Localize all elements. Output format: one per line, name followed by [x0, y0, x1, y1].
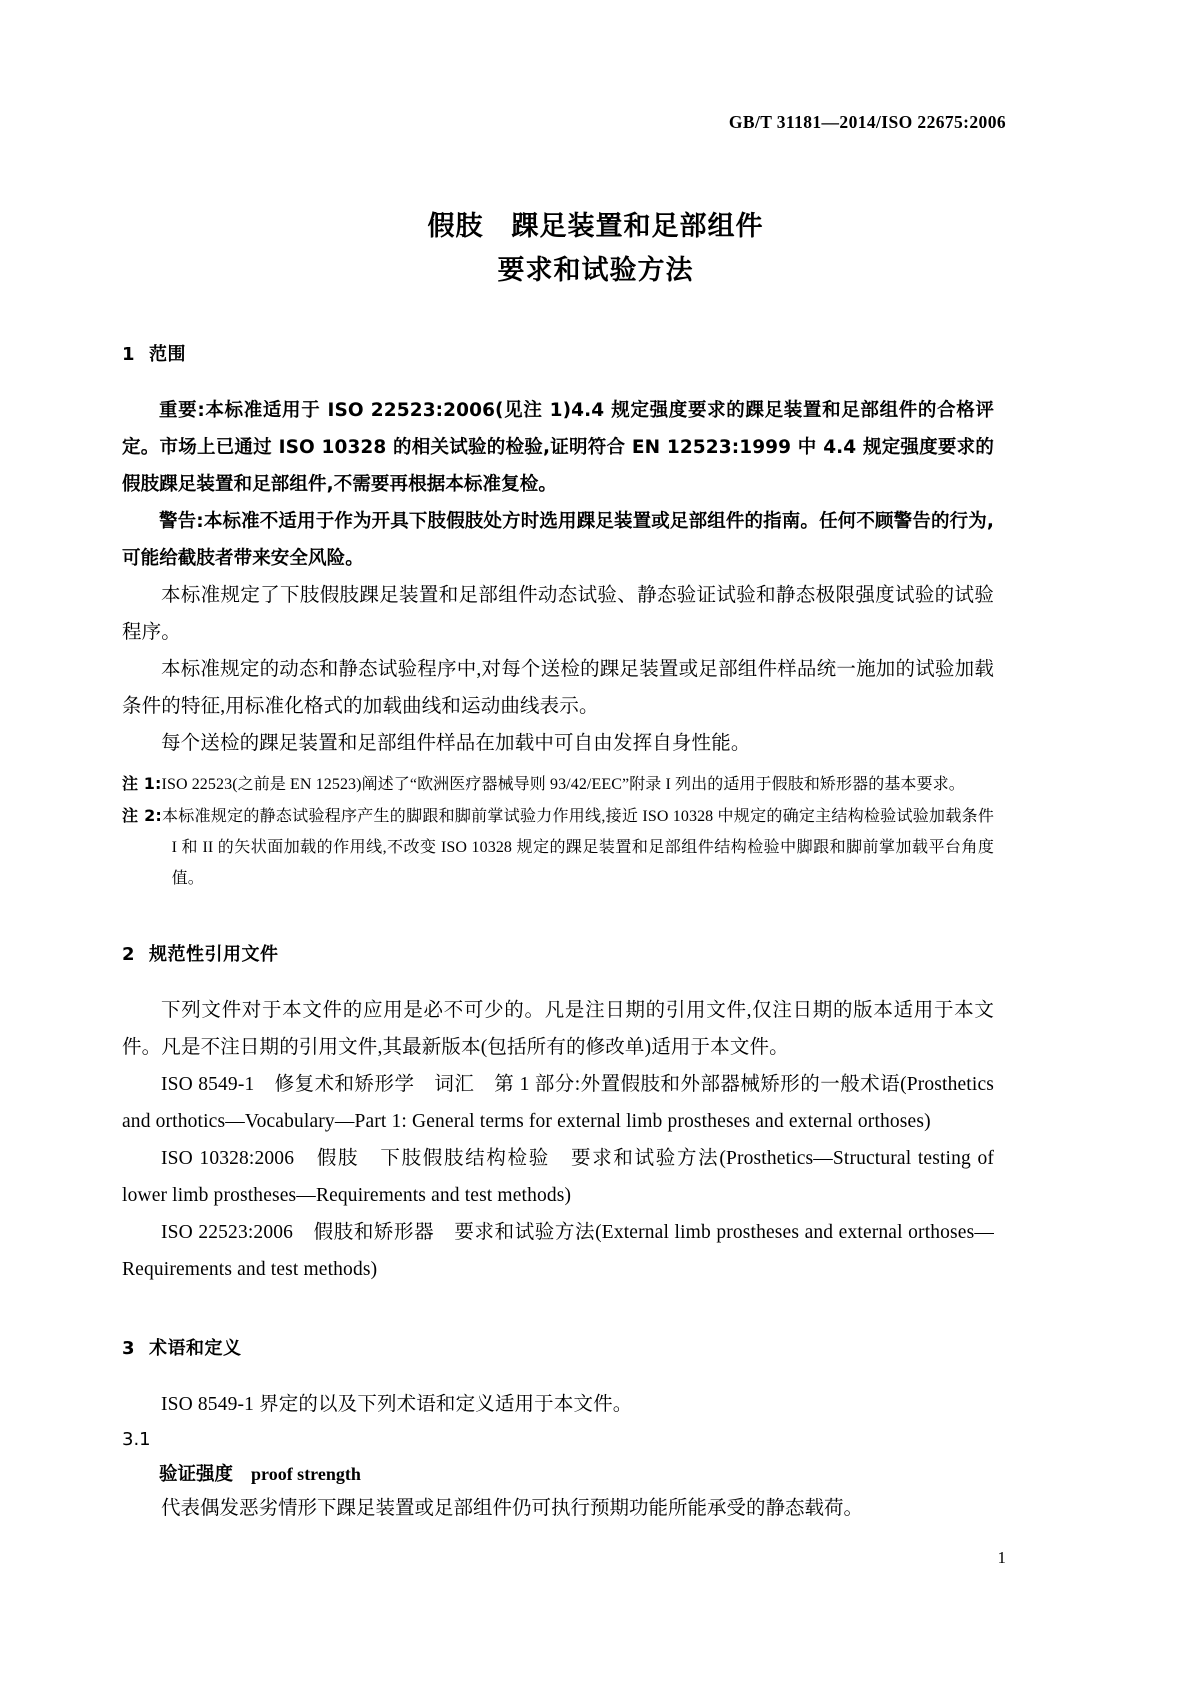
note-1-label: 注 1: — [122, 774, 162, 793]
title-line-1: 假肢 踝足装置和足部组件 — [427, 211, 764, 242]
section-title: 规范性引用文件 — [149, 944, 279, 965]
term-entry-number: 3.1 — [122, 1429, 151, 1450]
note-2-label: 注 2: — [122, 806, 162, 825]
reference-item: ISO 10328:2006 假肢 下肢假肢结构检验 要求和试验方法(Prosthetics—Structural testing of lower limb prostheses—Requirements and test methods) — [122, 1148, 994, 1206]
term-definition: 代表偶发恶劣情形下踝足装置或足部组件仍可执行预期功能所能承受的静态载荷。 — [161, 1498, 864, 1519]
scope-note-2 — [122, 800, 994, 894]
term-name-en: proof strength — [251, 1464, 361, 1484]
section-title: 范围 — [149, 344, 187, 365]
scope-warning-paragraph: 警告:本标准不适用于作为开具下肢假肢处方时选用踝足装置或足部组件的指南。任何不顾警告的行为,可能给截肢者带来安全风险。 — [122, 511, 994, 569]
references-intro: 下列文件对于本文件的应用是必不可少的。凡是注日期的引用文件,仅注日期的版本适用于本文件。凡是不注日期的引用文件,其最新版本(包括所有的修改单)适用于本文件。 — [122, 1000, 994, 1058]
reference-item: ISO 22523:2006 假肢和矫形器 要求和试验方法(External limb prostheses and external orthoses—Requirements and test methods) — [122, 1222, 994, 1280]
section-number: 2 — [122, 944, 136, 965]
terms-intro: ISO 8549-1 界定的以及下列术语和定义适用于本文件。 — [161, 1394, 633, 1415]
scope-paragraph-1: 本标准规定了下肢假肢踝足装置和足部组件动态试验、静态验证试验和静态极限强度试验的试验程序。 — [122, 585, 994, 643]
running-header — [0, 112, 1191, 133]
page-number: 1 — [997, 1548, 1006, 1567]
scope-note-1 — [122, 768, 994, 800]
section-heading-terms — [122, 1334, 994, 1360]
section-number: 3 — [122, 1338, 136, 1359]
note-2-text: 本标准规定的静态试验程序产生的脚跟和脚前掌试验力作用线,接近 ISO 10328 中规定的确定主结构检验试验加载条件 I 和 II 的矢状面加载的作用线,不改变 ISO 10328 规定的踝足装置和足部组件结构检验中脚跟和脚前掌加载平台角度值。 — [161, 808, 994, 887]
scope-paragraph-3: 每个送检的踝足装置和足部组件样品在加载中可自由发挥自身性能。 — [161, 733, 751, 754]
term-name-cn: 验证强度 — [159, 1464, 234, 1485]
standard-code: GB/T 31181—2014/ISO 22675:2006 — [728, 112, 1006, 132]
note-1-text: ISO 22523(之前是 EN 12523)阐述了“欧洲医疗器械导则 93/42/EEC”附录 I 列出的适用于假肢和矫形器的基本要求。 — [161, 776, 965, 793]
section-heading-scope — [122, 340, 994, 366]
reference-item: ISO 8549-1 修复术和矫形学 词汇 第 1 部分:外置假肢和外部器械矫形的一般术语(Prosthetics and orthotics—Vocabulary—Part 1: General terms for external limb prostheses and external orthoses) — [122, 1074, 994, 1132]
scope-important-paragraph: 重要:本标准适用于 ISO 22523:2006(见注 1)4.4 规定强度要求的踝足装置和足部组件的合格评定。市场上已通过 ISO 10328 的相关试验的检验,证明符合 EN 12523:1999 中 4.4 规定强度要求的假肢踝足装置和足部组件,不需要再根据本标准复检。 — [122, 400, 994, 495]
page-title — [0, 205, 1191, 293]
document-body — [122, 340, 994, 1526]
title-line-2: 要求和试验方法 — [497, 255, 694, 286]
section-title: 术语和定义 — [149, 1338, 242, 1359]
scope-paragraph-2: 本标准规定的动态和静态试验程序中,对每个送检的踝足装置或足部组件样品统一施加的试验加载条件的特征,用标准化格式的加载曲线和运动曲线表示。 — [122, 659, 994, 717]
term-entry-title — [122, 1457, 994, 1492]
section-number: 1 — [122, 344, 136, 365]
section-heading-references — [122, 940, 994, 966]
